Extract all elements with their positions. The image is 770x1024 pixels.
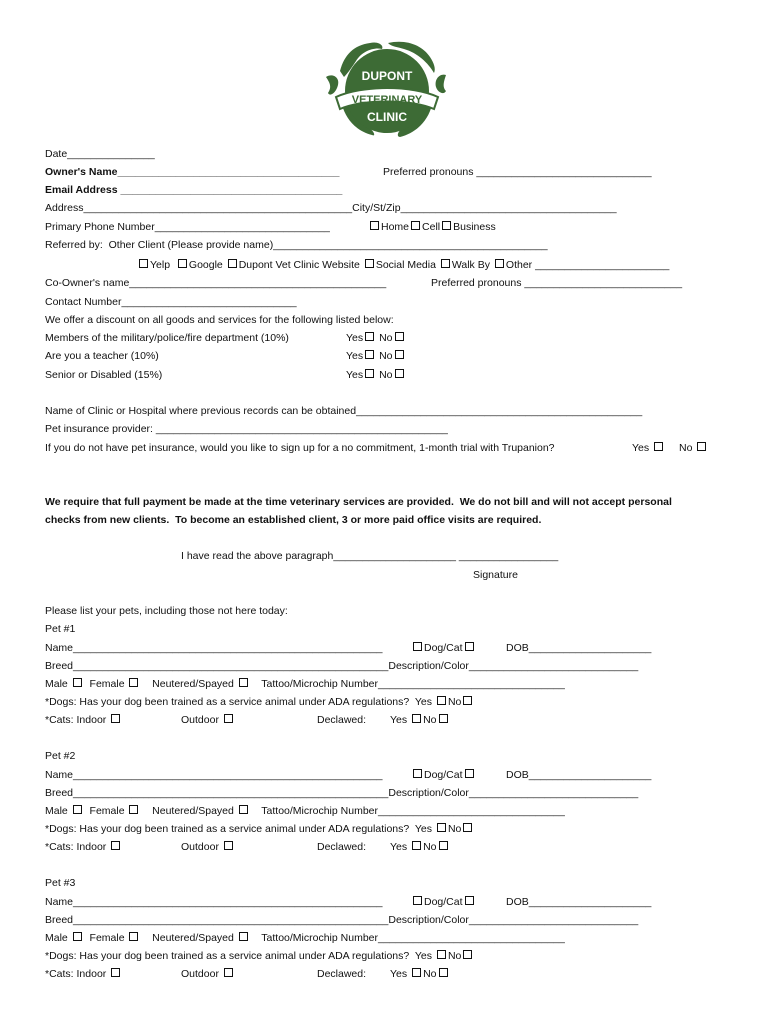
no-label: No [447, 823, 462, 835]
pet-sex-row [45, 804, 565, 818]
yes-label: Yes [414, 696, 433, 708]
pet-dob-field[interactable]: DOB_____________________ [506, 769, 652, 781]
declawed-label: Declawed: [317, 714, 367, 726]
referral-options [137, 258, 669, 272]
no-label: No [447, 696, 462, 708]
declawed-no-checkbox[interactable] [439, 841, 448, 850]
pet-number: Pet #1 [45, 623, 76, 635]
male-label: Male [45, 805, 68, 817]
pet-sex-row [45, 677, 565, 691]
outdoor-label: Outdoor [181, 841, 219, 853]
co-owner-name-field[interactable]: Co-Owner's name____________________________________________ [45, 277, 387, 289]
preferred-pronouns-field[interactable]: Preferred pronouns ______________________________ [383, 166, 652, 178]
other-field[interactable]: Other _______________________ [505, 259, 670, 271]
military-question: Members of the military/police/fire department (10%) [45, 332, 289, 344]
tattoo-field[interactable]: Tattoo/Microchip Number________________________________ [261, 678, 565, 690]
dog-checkbox[interactable] [413, 642, 422, 651]
no-label: No [679, 442, 693, 454]
neutered-checkbox[interactable] [239, 678, 248, 687]
outdoor-checkbox[interactable] [224, 841, 233, 850]
pet-breed-field[interactable]: Breed______________________________________________________Description/Color_____________________________ [45, 660, 639, 672]
cats-indoor [45, 713, 122, 727]
dupont-site-label: Dupont Vet Clinic Website [238, 259, 360, 271]
signature-label: Signature [473, 569, 518, 581]
walk-by-checkbox[interactable] [441, 259, 450, 268]
cats-indoor-label: *Cats: Indoor [45, 841, 107, 853]
pet-breed-field[interactable]: Breed______________________________________________________Description/Color_____________________________ [45, 787, 639, 799]
yes-label: Yes [414, 950, 433, 962]
pets-intro: Please list your pets, including those not here today: [45, 605, 288, 617]
senior-options [346, 368, 406, 382]
contact-number-field[interactable]: Contact Number______________________________ [45, 296, 297, 308]
cat-checkbox[interactable] [465, 896, 474, 905]
pet-insurance-field[interactable]: Pet insurance provider: __________________________________________________ [45, 423, 448, 435]
tattoo-field[interactable]: Tattoo/Microchip Number________________________________ [261, 932, 565, 944]
service-yes-checkbox[interactable] [437, 696, 446, 705]
cell-checkbox[interactable] [411, 221, 420, 230]
female-checkbox[interactable] [129, 678, 138, 687]
email-field[interactable]: Email Address ______________________________________ [45, 184, 343, 196]
cats-outdoor [181, 967, 235, 981]
read-acknowledgement-field[interactable]: I have read the above paragraph_____________________ _________________ [181, 550, 559, 562]
service-dog-row [45, 822, 474, 836]
indoor-checkbox[interactable] [111, 968, 120, 977]
discount-intro: We offer a discount on all goods and services for the following listed below: [45, 314, 394, 326]
pet-block [0, 749, 770, 859]
declawed-no-checkbox[interactable] [439, 714, 448, 723]
primary-phone-field[interactable]: Primary Phone Number______________________________ [45, 221, 330, 233]
pet-block [0, 876, 770, 986]
outdoor-checkbox[interactable] [224, 968, 233, 977]
yelp-checkbox[interactable] [139, 259, 148, 268]
cats-outdoor [181, 713, 235, 727]
pet-name-field[interactable]: Name_____________________________________________________ [45, 769, 383, 781]
yelp-label: Yelp [150, 259, 171, 271]
outdoor-label: Outdoor [181, 714, 219, 726]
service-dog-row [45, 949, 474, 963]
cat-checkbox[interactable] [465, 769, 474, 778]
referred-by-field[interactable]: Referred by: Other Client (Please provide name)_______________________________________________ [45, 239, 548, 251]
pet-sex-row [45, 931, 565, 945]
yes-label: Yes [390, 841, 408, 853]
dog-cat-label: Dog/Cat [424, 642, 463, 654]
pet-species-options [411, 641, 476, 655]
yes-label: Yes [346, 369, 364, 381]
neutered-label: Neutered/Spayed [152, 805, 234, 817]
teacher-question: Are you a teacher (10%) [45, 350, 159, 362]
male-checkbox[interactable] [73, 678, 82, 687]
pet-name-field[interactable]: Name_____________________________________________________ [45, 896, 383, 908]
no-label: No [423, 841, 437, 853]
pet-dob-field[interactable]: DOB_____________________ [506, 642, 652, 654]
dog-cat-label: Dog/Cat [424, 769, 463, 781]
no-label: No [379, 350, 393, 362]
outdoor-label: Outdoor [181, 968, 219, 980]
senior-no-checkbox[interactable] [395, 369, 404, 378]
yes-label: Yes [346, 332, 364, 344]
neutered-checkbox[interactable] [239, 805, 248, 814]
pet-block [0, 622, 770, 732]
declawed-yes-checkbox[interactable] [412, 968, 421, 977]
male-label: Male [45, 678, 68, 690]
neutered-label: Neutered/Spayed [152, 932, 234, 944]
teacher-options [346, 349, 406, 363]
declawed-label: Declawed: [317, 841, 367, 853]
pet-name-field[interactable]: Name_____________________________________________________ [45, 642, 383, 654]
dupont-site-checkbox[interactable] [228, 259, 237, 268]
service-no-checkbox[interactable] [463, 950, 472, 959]
no-label: No [423, 968, 437, 980]
cats-outdoor [181, 840, 235, 854]
no-label: No [379, 332, 393, 344]
female-label: Female [89, 678, 125, 690]
cats-indoor-label: *Cats: Indoor [45, 714, 107, 726]
male-checkbox[interactable] [73, 805, 82, 814]
payment-policy-line2: checks from new clients. To become an established client, 3 or more paid office visits are required. [45, 514, 542, 526]
cat-silhouette-right [436, 75, 446, 93]
male-checkbox[interactable] [73, 932, 82, 941]
trupanion-yes [632, 441, 665, 455]
clinic-logo [322, 33, 452, 145]
no-label: No [447, 950, 462, 962]
yes-label: Yes [390, 714, 408, 726]
trupanion-yes-checkbox[interactable] [654, 442, 663, 451]
female-label: Female [89, 805, 125, 817]
senior-question: Senior or Disabled (15%) [45, 369, 163, 381]
pet-species-options [411, 895, 476, 909]
service-no-checkbox[interactable] [463, 823, 472, 832]
service-yes-checkbox[interactable] [437, 823, 446, 832]
female-label: Female [89, 932, 125, 944]
business-label: Business [453, 221, 496, 233]
indoor-checkbox[interactable] [111, 714, 120, 723]
teacher-no-checkbox[interactable] [395, 350, 404, 359]
address-field[interactable]: Address______________________________________________City/St/Zip_____________________________________ [45, 202, 617, 214]
google-checkbox[interactable] [178, 259, 187, 268]
home-checkbox[interactable] [370, 221, 379, 230]
military-no-checkbox[interactable] [395, 332, 404, 341]
declawed-yes-checkbox[interactable] [412, 841, 421, 850]
no-label: No [423, 714, 437, 726]
service-yes-checkbox[interactable] [437, 950, 446, 959]
military-options [346, 331, 406, 345]
tattoo-field[interactable]: Tattoo/Microchip Number________________________________ [261, 805, 565, 817]
previous-clinic-field[interactable]: Name of Clinic or Hospital where previous records can be obtained_________________________________________________ [45, 405, 643, 417]
cats-indoor [45, 967, 122, 981]
social-media-label: Social Media [375, 259, 436, 271]
walk-by-label: Walk By [451, 259, 490, 271]
male-label: Male [45, 932, 68, 944]
dog-checkbox[interactable] [413, 769, 422, 778]
co-owner-pronouns-field[interactable]: Preferred pronouns ___________________________ [431, 277, 683, 289]
owner-name-field[interactable]: Owner's Name______________________________________ [45, 166, 340, 178]
neutered-checkbox[interactable] [239, 932, 248, 941]
pet-breed-field[interactable]: Breed______________________________________________________Description/Color_____________________________ [45, 914, 639, 926]
cat-silhouette-left [326, 75, 338, 94]
pet-number: Pet #2 [45, 750, 76, 762]
declawed-options [390, 967, 450, 981]
dog-checkbox[interactable] [413, 896, 422, 905]
date-field[interactable]: Date_______________ [45, 148, 155, 160]
neutered-label: Neutered/Spayed [152, 678, 234, 690]
dog-cat-label: Dog/Cat [424, 896, 463, 908]
female-checkbox[interactable] [129, 932, 138, 941]
trupanion-question: If you do not have pet insurance, would you like to sign up for a no commitment, 1-month trial with Trupanion? [45, 442, 555, 454]
yes-label: Yes [632, 442, 650, 454]
service-dog-question: *Dogs: Has your dog been trained as a service animal under ADA regulations? [45, 696, 410, 708]
cats-indoor-label: *Cats: Indoor [45, 968, 107, 980]
social-media-checkbox[interactable] [365, 259, 374, 268]
yes-label: Yes [414, 823, 433, 835]
yes-label: Yes [346, 350, 364, 362]
trupanion-no [679, 441, 708, 455]
teacher-yes-checkbox[interactable] [365, 350, 374, 359]
logo-text-clinic: CLINIC [367, 110, 407, 124]
phone-type-options [368, 220, 496, 234]
logo-text-veterinary: VETERINARY [351, 94, 423, 106]
yes-label: Yes [390, 968, 408, 980]
declawed-options [390, 713, 450, 727]
pet-dob-field[interactable]: DOB_____________________ [506, 896, 652, 908]
indoor-checkbox[interactable] [111, 841, 120, 850]
home-label: Home [381, 221, 410, 233]
logo-text-dupont: DUPONT [361, 69, 413, 83]
business-checkbox[interactable] [442, 221, 451, 230]
declawed-options [390, 840, 450, 854]
military-yes-checkbox[interactable] [365, 332, 374, 341]
payment-policy-line1: We require that full payment be made at the time veterinary services are provided. We do not bill and will not accept personal [45, 496, 672, 508]
pet-number: Pet #3 [45, 877, 76, 889]
outdoor-checkbox[interactable] [224, 714, 233, 723]
trupanion-no-checkbox[interactable] [697, 442, 706, 451]
declawed-no-checkbox[interactable] [439, 968, 448, 977]
cell-label: Cell [422, 221, 441, 233]
senior-yes-checkbox[interactable] [365, 369, 374, 378]
cats-indoor [45, 840, 122, 854]
declawed-label: Declawed: [317, 968, 367, 980]
service-dog-question: *Dogs: Has your dog been trained as a service animal under ADA regulations? [45, 950, 410, 962]
female-checkbox[interactable] [129, 805, 138, 814]
google-label: Google [188, 259, 223, 271]
service-dog-question: *Dogs: Has your dog been trained as a service animal under ADA regulations? [45, 823, 410, 835]
declawed-yes-checkbox[interactable] [412, 714, 421, 723]
other-checkbox[interactable] [495, 259, 504, 268]
pet-species-options [411, 768, 476, 782]
service-dog-row [45, 695, 474, 709]
cat-checkbox[interactable] [465, 642, 474, 651]
no-label: No [379, 369, 393, 381]
service-no-checkbox[interactable] [463, 696, 472, 705]
